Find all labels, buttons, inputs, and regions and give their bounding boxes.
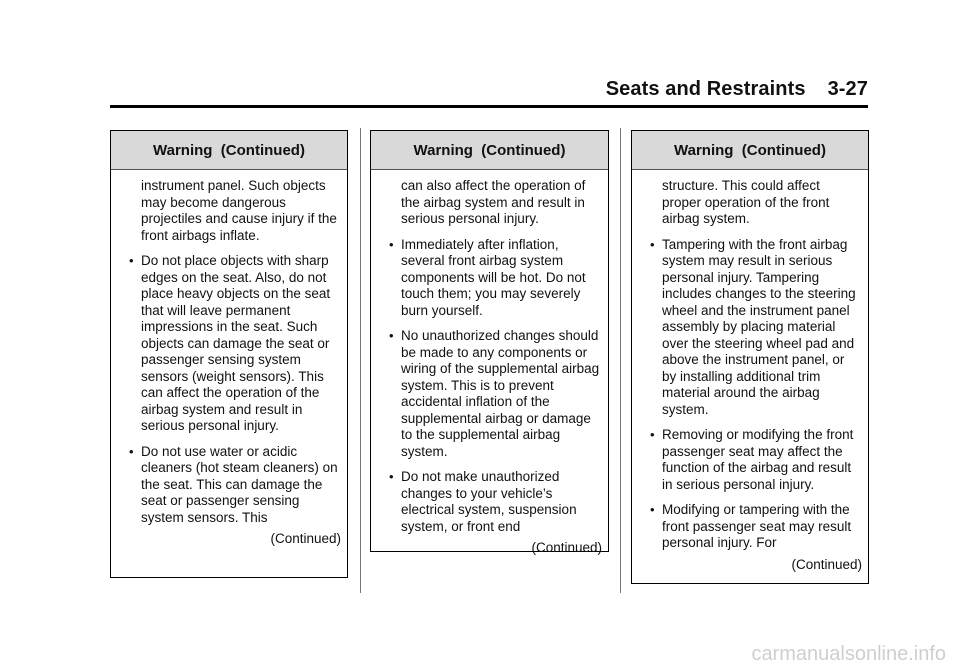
continued-label: (Continued) [270,531,341,546]
warning-lead-text: instrument panel. Such objects may become dangerous projectiles and cause injury if the front airbags inflate. [141,178,337,243]
page-number: 3-27 [827,78,868,100]
page-header [606,78,868,101]
bullet-dot-icon: • [389,469,394,484]
warning-lead-text: structure. This could affect proper operation of the front airbag system. [662,178,830,226]
section-title: Seats and Restraints [605,78,806,100]
bullet-item: • Do not use water or acidic cleaners (hot steam cleaners) on the seat. This can damage the seat or passenger sensing system sensors. This [129,443,338,525]
warning-body [111,170,347,552]
warning-body [371,170,608,561]
bullet-dot-icon: • [129,443,134,459]
warning-box-2 [370,130,609,555]
warning-body [632,170,868,577]
column-separator [620,128,621,593]
warning-lead-text: can also affect the operation of the airbag system and result in serious personal injury. [401,178,586,226]
warning-box-1 [110,130,348,578]
bullet-item: • Do not make unauthorized changes to your vehicle’s electrical system, suspension system, or front end [389,469,577,534]
warning-heading: Warning (Continued) [371,131,608,170]
warning-box-3 [631,130,869,584]
warning-heading: Warning (Continued) [111,131,347,170]
bullet-item: • Tampering with the front airbag system may result in serious personal injury. Tampering includes changes to the steering wheel and the instrument panel assembly by placing material over the steering wheel pad and above the instrument panel, or by installing additional trim material around the airbag system. [650,236,856,417]
watermark-text: carmanualsonline.info [751,643,946,665]
bullet-item: • Modifying or tampering with the front passenger seat may result personal injury. For [650,502,852,550]
bullet-dot-icon: • [650,427,655,442]
bullet-dot-icon: • [129,253,134,268]
bullet-item: • Removing or modifying the front passenger seat may affect the function of the airbag and result in serious personal injury. [650,427,854,492]
bullet-dot-icon: • [389,236,394,252]
bullet-dot-icon: • [650,236,655,252]
bullet-item: • Immediately after inflation, several front airbag system components will be hot. Do not touch them; you may severely burn yourself. [389,236,586,318]
continued-label: (Continued) [531,540,602,555]
bullet-dot-icon: • [389,328,394,343]
column-separator [360,128,361,593]
header-rule [110,105,868,108]
bullet-dot-icon: • [650,502,655,517]
continued-label: (Continued) [791,556,862,572]
bullet-item: • No unauthorized changes should be made to any components or wiring of the supplemental airbag system. This is to prevent accidental inflation of the supplemental airbag or damage to the supplemental airbag system. [389,328,600,459]
bullet-item: • Do not place objects with sharp edges on the seat. Also, do not place heavy objects on the seat that will leave permanent impressions in the seat. Such objects can damage the seat or passenger sensing system sensors (weight sensors). This can affect the operation of the airbag system and result in serious personal injury. [129,253,331,433]
warning-heading: Warning (Continued) [632,131,868,170]
